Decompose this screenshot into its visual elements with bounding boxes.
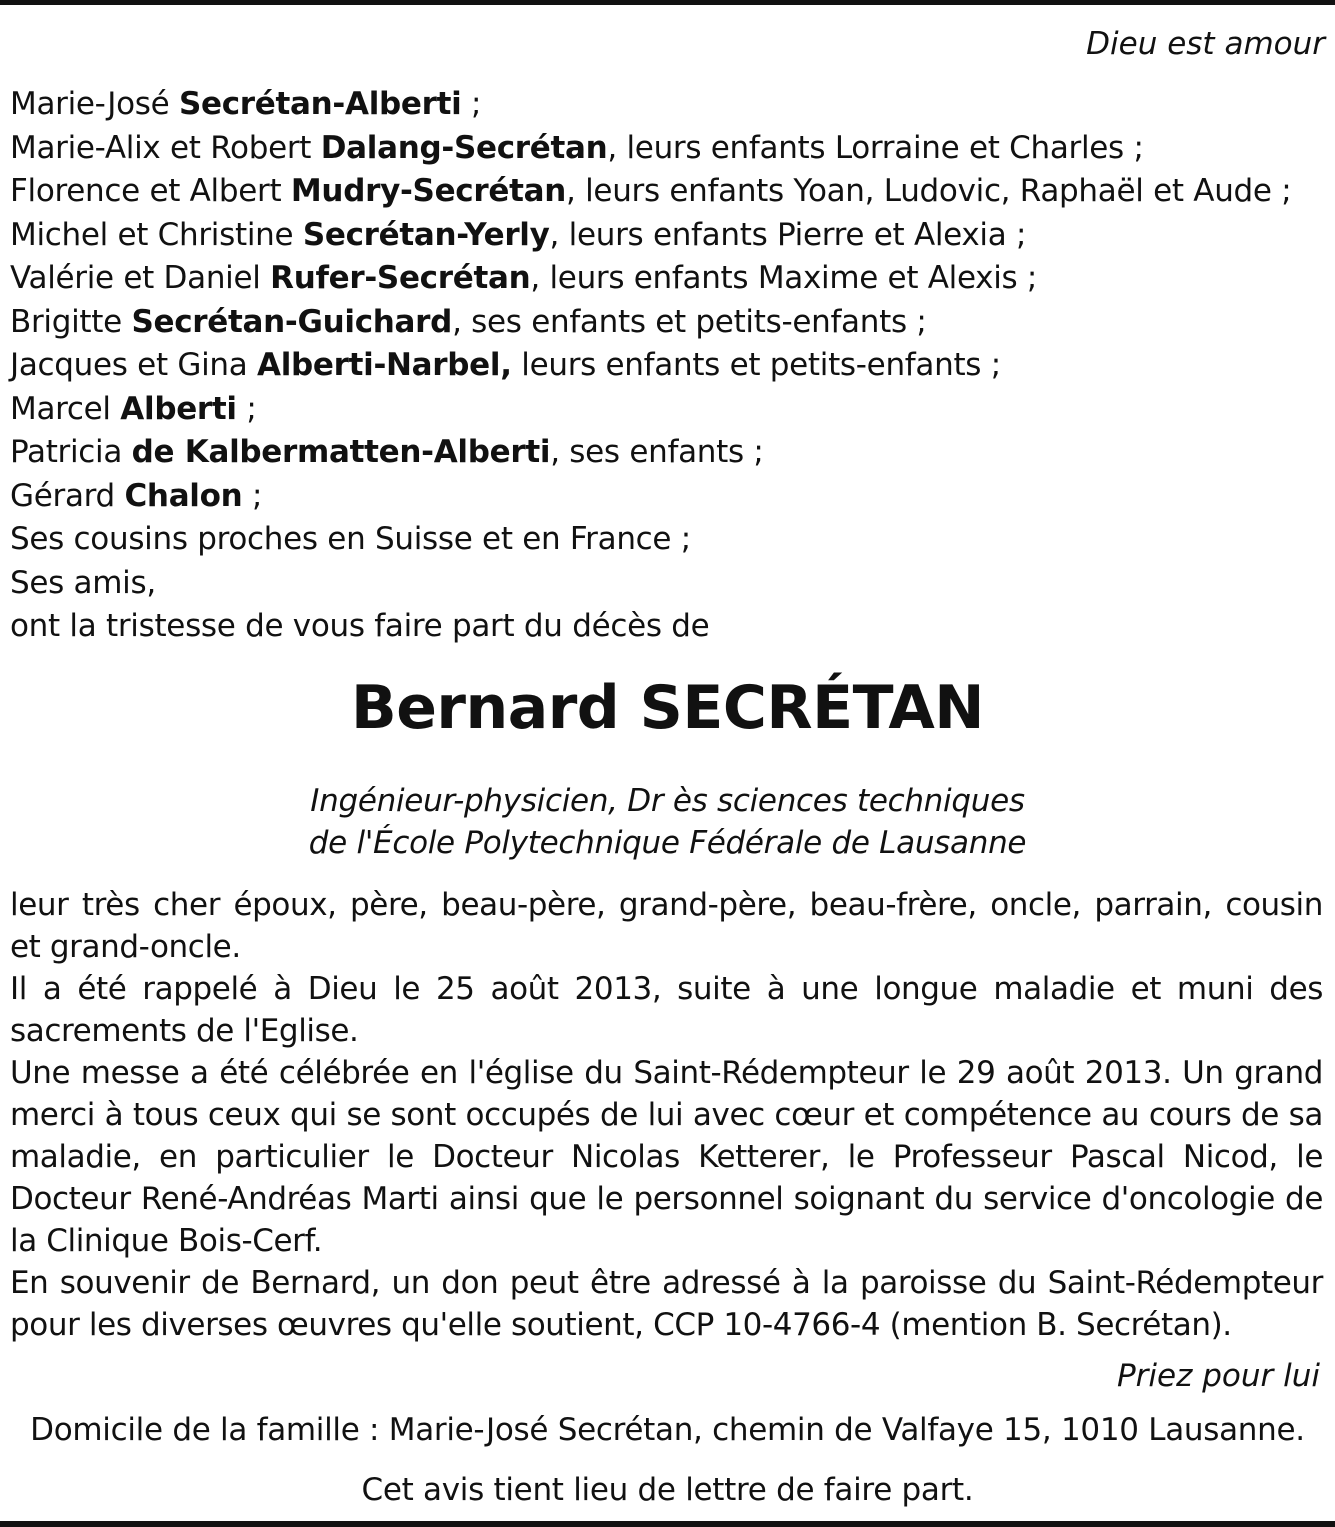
deceased-title [0,780,1335,864]
mourner-rest: , leurs enfants Maxime et Alexis ; [530,260,1038,296]
mourner-given: Brigitte [10,303,132,340]
mourner-given: Patricia [10,434,132,470]
mourner-given: Ses amis, [10,564,156,601]
bottom-border-rule [0,1521,1335,1527]
mourner-rest: , leurs enfants Yoan, Ludovic, Raphaël et Aude ; [566,173,1292,209]
mourner-given: Michel et Christine [10,216,303,253]
mourner-given: ont la tristesse de vous faire part du décès de [10,608,710,644]
mourner-rest: , ses enfants ; [550,434,764,470]
mourner-given: Florence et Albert [10,173,291,209]
mourner-rest: , leurs enfants Pierre et Alexia ; [549,216,1027,253]
mourner-rest: ; [461,86,482,122]
mourner-family-name: Secrétan-Alberti [178,86,462,122]
thanks-paragraph: Une messe a été célébrée en l'église du Saint-Rédempteur le 29 août 2013. Un grand merci à tous ceux qui se sont occupés de lui avec cœur et compétence au cours de sa maladie, en particulier le Docteur Nicolas Ketterer, le Professeur Pascal Nicod, le Docteur René-Andréas Marti ainsi que le personnel soignant du service d'oncologie de la Clinique Bois-Cerf. [10,1055,1323,1259]
motto: Dieu est amour [1086,26,1325,62]
death-paragraph: Il a été rappelé à Dieu le 25 août 2013, suite à une longue maladie et muni des sacrements de l'Eglise. [10,971,1323,1049]
title-line-1: Ingénieur-physicien, Dr ès sciences techniques [310,783,1025,819]
mourner-rest: leurs enfants et petits-enfants ; [511,347,1001,383]
mourner-family-name: de Kalbermatten-Alberti [131,434,551,470]
mourner-given: Jacques et Gina [10,347,257,383]
mourner-line [10,258,1291,302]
mourner-family-name: Alberti [120,390,237,427]
mourner-line [10,476,1291,520]
mourner-rest: ; [236,390,257,427]
deceased-name: Bernard SECRÉTAN [351,673,984,743]
relationship-paragraph: leur très cher époux, père, beau-père, grand-père, beau-frère, oncle, parrain, cousin et grand-oncle. [10,887,1323,965]
family-domicile: Domicile de la famille : Marie-José Secrétan, chemin de Valfaye 15, 1010 Lausanne. [30,1412,1305,1448]
announcement-body [10,884,1323,1346]
mourner-line [10,171,1291,215]
mourner-line [10,302,1291,346]
mourner-line [10,519,1291,563]
mourner-line [10,345,1291,389]
mourner-rest: , ses enfants et petits-enfants ; [452,303,927,340]
mourner-given: Marie-José [10,86,179,122]
mourner-line [10,432,1291,476]
mourner-family-name: Secrétan-Yerly [302,216,550,253]
mourner-line [10,215,1291,259]
mourner-rest: ; [242,477,263,514]
mourner-line [10,389,1291,433]
mourner-line [10,606,1291,650]
title-line-2: de l'École Polytechnique Fédérale de Lausanne [308,825,1027,861]
mourner-line [10,563,1291,607]
mourner-line [10,84,1291,128]
mourner-family-name: Dalang-Secrétan [320,129,608,166]
mourner-family-name: Alberti-Narbel, [257,347,512,383]
mourner-family-name: Rufer-Secrétan [270,260,531,296]
mourner-given: Valérie et Daniel [10,260,271,296]
mourner-rest: , leurs enfants Lorraine et Charles ; [607,129,1144,166]
mourners-list [10,84,1291,650]
mourner-family-name: Chalon [124,477,243,514]
donation-paragraph: En souvenir de Bernard, un don peut être adressé à la paroisse du Saint-Rédempteur pour les diverses œuvres qu'elle soutient, CCP 10-4766-4 (mention B. Secrétan). [10,1265,1323,1343]
mourner-family-name: Secrétan-Guichard [131,303,453,340]
mourner-given: Marcel [10,390,121,427]
mourner-given: Marie-Alix et Robert [10,129,321,166]
mourner-given: Ses cousins proches en Suisse et en France ; [10,521,691,557]
mourner-line [10,128,1291,172]
mourner-given: Gérard [10,477,125,514]
mourner-family-name: Mudry-Secrétan [290,173,566,209]
notice-line: Cet avis tient lieu de lettre de faire part. [361,1472,974,1508]
top-border-rule [0,0,1335,5]
prayer-line: Priez pour lui [1116,1358,1320,1394]
